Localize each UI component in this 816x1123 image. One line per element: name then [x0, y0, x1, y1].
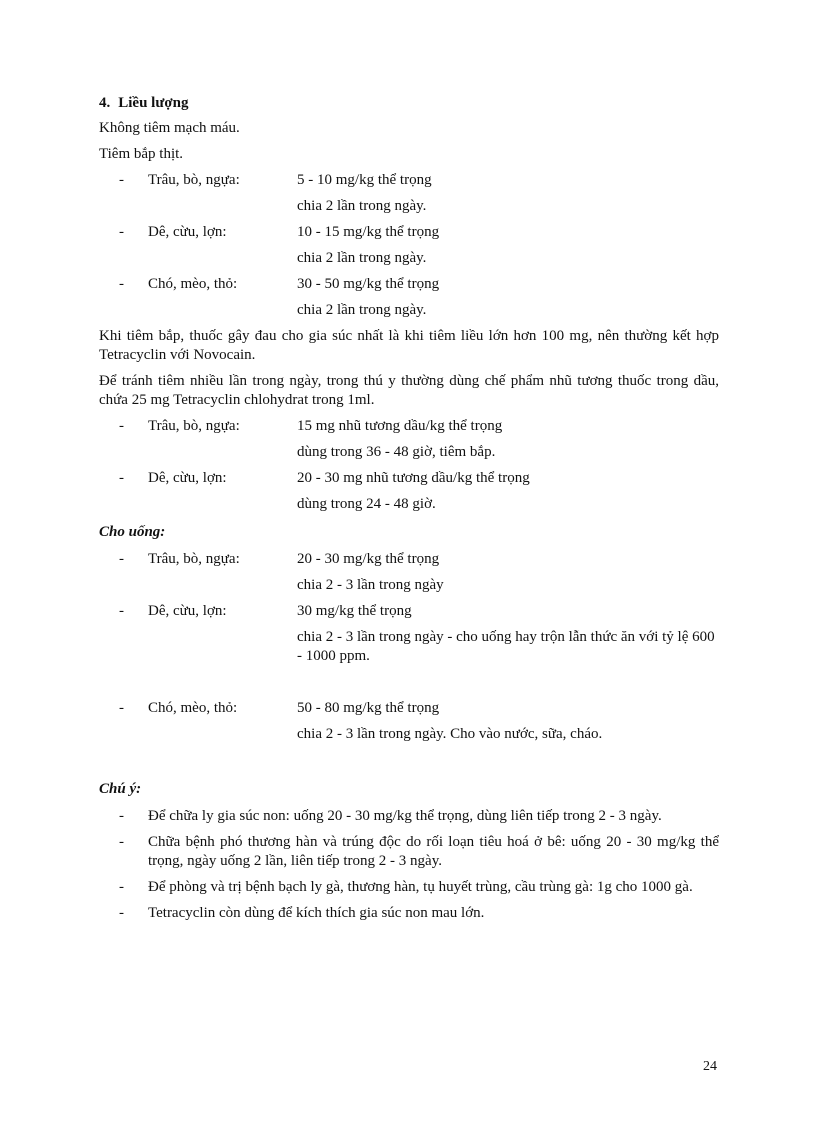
dosage-row	[99, 550, 719, 569]
dose-note: chia 2 - 3 lần trong ngày	[297, 577, 444, 593]
list-dash: -	[119, 224, 124, 240]
intro-line: Không tiêm mạch máu.	[99, 120, 240, 136]
dosage-row	[99, 602, 719, 621]
page-content	[99, 93, 719, 930]
dose-value: 20 - 30 mg nhũ tương dầu/kg thể trọng	[297, 470, 530, 486]
dose-value: 50 - 80 mg/kg thể trọng	[297, 700, 440, 716]
animal-label: Chó, mèo, thỏ:	[148, 276, 238, 292]
dose-value: 5 - 10 mg/kg thể trọng	[297, 172, 432, 188]
body-paragraph: Khi tiêm bắp, thuốc gây đau cho gia súc nhất là khi tiêm liều lớn hơn 100 mg, nên thường kết hợp Tetracyclin với Novocain.	[99, 328, 719, 363]
dosage-row	[99, 275, 719, 294]
spacer	[99, 673, 719, 699]
injection-dosage-list	[99, 171, 719, 320]
list-dash: -	[119, 551, 124, 567]
animal-label: Dê, cừu, lợn:	[148, 470, 227, 486]
list-dash: -	[119, 808, 124, 824]
page-number: 24	[703, 1059, 717, 1074]
body-paragraph: Để tránh tiêm nhiều lần trong ngày, trong thú y thường dùng chế phẩm nhũ tương thuốc trong dầu, chứa 25 mg Tetracyclin chlohydrat trong 1ml.	[99, 373, 719, 408]
list-dash: -	[119, 834, 124, 850]
list-dash: -	[119, 603, 124, 619]
note-text: Tetracyclin còn dùng để kích thích gia súc non mau lớn.	[148, 905, 485, 921]
dose-note: chia 2 - 3 lần trong ngày. Cho vào nước, sữa, cháo.	[297, 726, 603, 742]
animal-label: Dê, cừu, lợn:	[148, 224, 227, 240]
animal-label: Dê, cừu, lợn:	[148, 603, 227, 619]
list-dash: -	[119, 276, 124, 292]
dose-note: chia 2 lần trong ngày.	[297, 302, 427, 318]
animal-label: Trâu, bò, ngựa:	[148, 418, 240, 434]
dose-note: dùng trong 24 - 48 giờ.	[297, 496, 436, 512]
section-title: Liều lượng	[118, 95, 189, 111]
dose-note: dùng trong 36 - 48 giờ, tiêm bắp.	[297, 444, 496, 460]
section-number: 4.	[99, 95, 111, 111]
dose-value: 10 - 15 mg/kg thể trọng	[297, 224, 440, 240]
dosage-row	[99, 417, 719, 436]
dosage-row	[99, 469, 719, 488]
animal-label: Chó, mèo, thỏ:	[148, 700, 238, 716]
note-item	[99, 833, 719, 871]
list-dash: -	[119, 172, 124, 188]
list-dash: -	[119, 700, 124, 716]
dosage-row	[99, 171, 719, 190]
dosage-row	[99, 223, 719, 242]
note-item	[99, 807, 719, 826]
notes-subheading: Chú ý:	[99, 781, 142, 797]
oral-dosage-list	[99, 550, 719, 744]
intro-line: Tiêm bắp thịt.	[99, 146, 184, 162]
emulsion-dosage-list	[99, 417, 719, 514]
list-dash: -	[119, 879, 124, 895]
dose-value: 20 - 30 mg/kg thể trọng	[297, 551, 440, 567]
list-dash: -	[119, 418, 124, 434]
dose-value: 30 mg/kg thể trọng	[297, 603, 412, 619]
dose-note: chia 2 lần trong ngày.	[297, 250, 427, 266]
dosage-row	[99, 699, 719, 718]
note-item	[99, 878, 719, 897]
dose-value: 30 - 50 mg/kg thể trọng	[297, 276, 440, 292]
list-dash: -	[119, 905, 124, 921]
section-heading	[99, 93, 719, 113]
spacer	[99, 751, 719, 771]
notes-list	[99, 807, 719, 923]
note-text: Để chữa ly gia súc non: uống 20 - 30 mg/kg thể trọng, dùng liên tiếp trong 2 - 3 ngày.	[148, 808, 662, 824]
list-dash: -	[119, 470, 124, 486]
note-item	[99, 904, 719, 923]
dose-note: chia 2 lần trong ngày.	[297, 198, 427, 214]
note-text: Để phòng và trị bệnh bạch ly gà, thương hàn, tụ huyết trùng, cầu trùng gà: 1g cho 1000 gà.	[148, 879, 693, 895]
note-text: Chữa bệnh phó thương hàn và trúng độc do rối loạn tiêu hoá ở bê: uống 20 - 30 mg/kg thể trọng, ngày uống 2 lần, liên tiếp trong 2 - 3 ngày.	[148, 834, 719, 869]
animal-label: Trâu, bò, ngựa:	[148, 172, 240, 188]
dose-note: chia 2 - 3 lần trong ngày - cho uống hay trộn lẫn thức ăn với tỷ lệ 600 - 1000 ppm.	[297, 629, 715, 664]
oral-subheading: Cho uống:	[99, 524, 166, 540]
dose-value: 15 mg nhũ tương dầu/kg thể trọng	[297, 418, 503, 434]
animal-label: Trâu, bò, ngựa:	[148, 551, 240, 567]
